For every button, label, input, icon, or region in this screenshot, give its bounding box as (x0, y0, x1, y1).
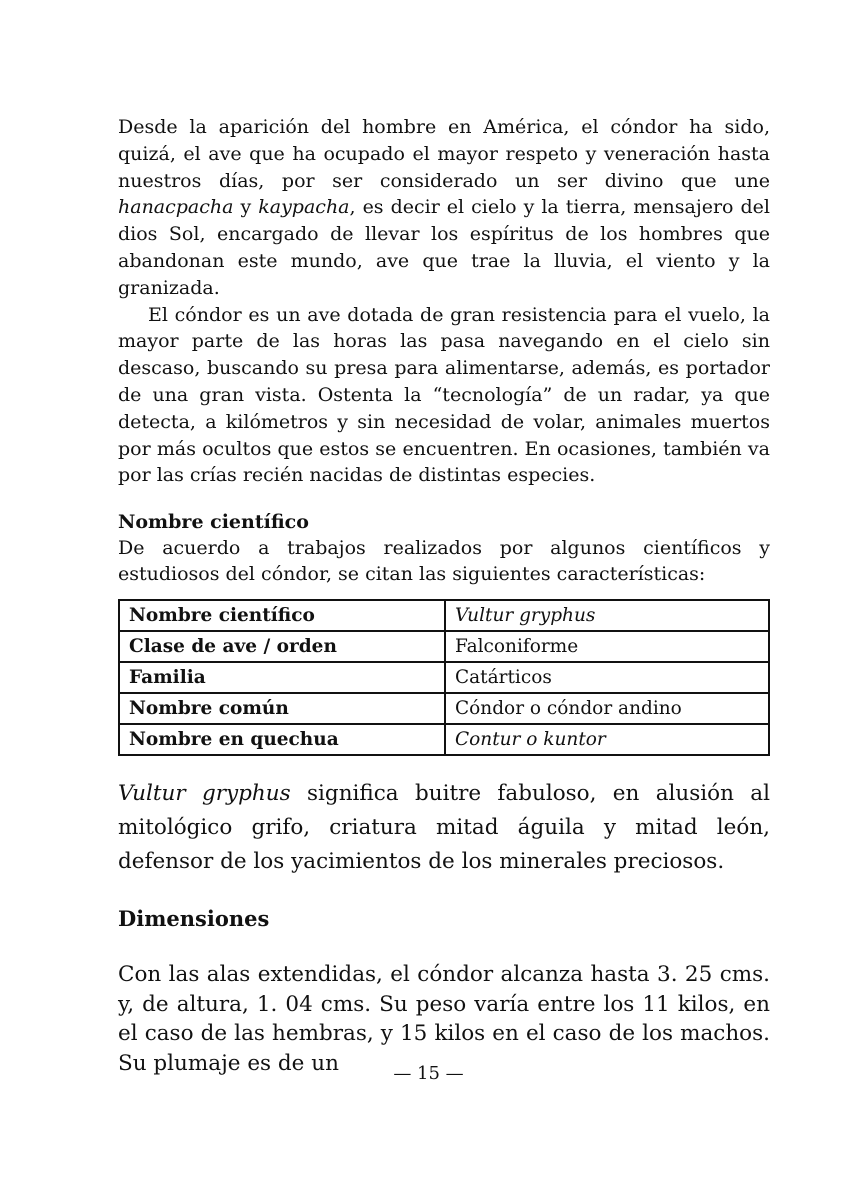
table-value-cell: Catárticos (445, 662, 769, 693)
table-row (119, 600, 769, 631)
paragraph-intro-text-2: y (233, 196, 259, 219)
table-row (119, 724, 769, 755)
table-row (119, 662, 769, 693)
table-label-cell: Nombre científico (119, 600, 445, 631)
paragraph-flight: El cóndor es un ave dotada de gran resistencia para el vuelo, la mayor parte de las horas las pasa navegando en el cielo sin descaso, buscando su presa para alimentarse, además, es portador de una gran vista. Ostenta la “tecnología” de un radar, ya que detecta, a kilómetros y sin necesidad de volar, animales muertos por más ocultos que estos se encuentren. En ocasiones, también va por las crías recién nacidas de distintas especies. (118, 303, 770, 487)
table-row (119, 693, 769, 724)
paragraph-dimensions: Con las alas extendidas, el cóndor alcanza hasta 3. 25 cms. y, de altura, 1. 04 cms. Su peso varía entre los 11 kilos, en el caso de las hembras, y 15 kilos en el caso de los machos. Su plumaje es de un (118, 962, 770, 1076)
term-vultur-gryphus: Vultur gryphus (118, 781, 291, 807)
scientific-intro: De acuerdo a trabajos realizados por algunos científicos y estudiosos del cóndor, se citan las siguientes características: (118, 537, 770, 586)
heading-dimensions: Dimensiones (118, 906, 270, 932)
paragraph-meaning-text: significa buitre fabuloso, en alusión al mitológico grifo, criatura mitad águila y mitad león, defensor de los yacimientos de los minerales preciosos. (118, 781, 770, 875)
paragraph-intro-text-3: , es decir el cielo y la tierra, mensajero del dios Sol, encargado de llevar los espíritus de los hombres que abandonan este mundo, ave que trae la lluvia, el viento y la granizada. (118, 196, 770, 299)
paragraph-intro (118, 114, 770, 302)
page-number: — 15 — (393, 1063, 464, 1084)
table-label-cell: Clase de ave / orden (119, 631, 445, 662)
table-row (119, 631, 769, 662)
table-value-cell: Falconiforme (445, 631, 769, 662)
heading-scientific-name: Nombre científico (118, 511, 309, 534)
term-kaypacha: kaypacha (258, 196, 350, 219)
table-label-cell: Nombre común (119, 693, 445, 724)
table-value-cell: Contur o kuntor (445, 724, 769, 755)
characteristics-table (118, 599, 770, 756)
paragraph-meaning (118, 777, 770, 879)
table-value-cell: Cóndor o cóndor andino (445, 693, 769, 724)
page-content (118, 114, 770, 1078)
paragraph-intro-text-1: Desde la aparición del hombre en América, el cóndor ha sido, quizá, el ave que ha ocupado el mayor respeto y veneración hasta nuestros días, por ser considerado un ser divino que une (118, 116, 770, 192)
table-label-cell: Familia (119, 662, 445, 693)
term-hanacpacha: hanacpacha (118, 196, 234, 219)
table-value-cell: Vultur gryphus (445, 600, 769, 631)
table-label-cell: Nombre en quechua (119, 724, 445, 755)
